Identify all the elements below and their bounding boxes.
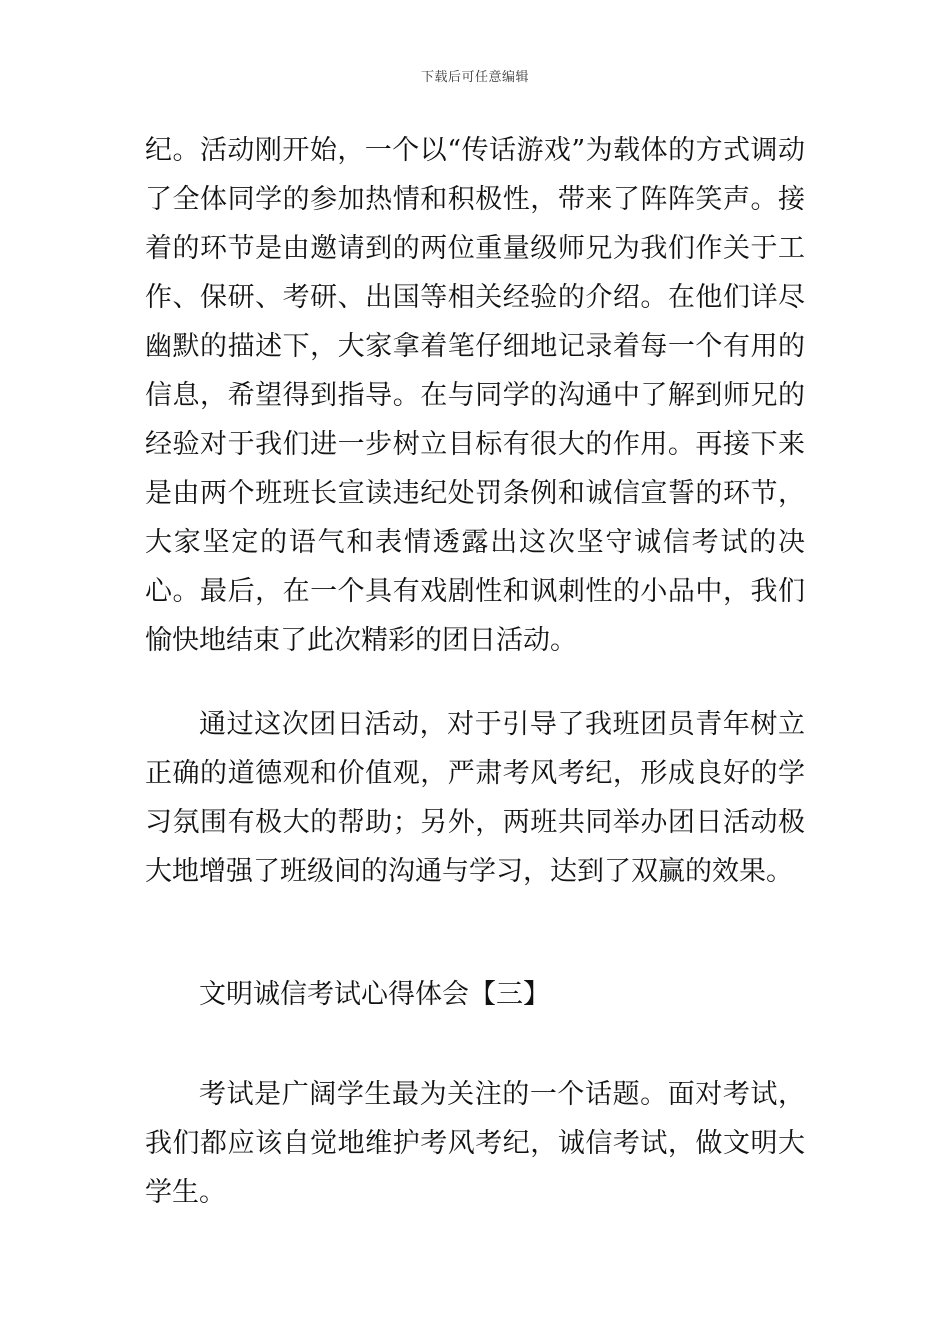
paragraph-continued: 纪。活动刚开始，一个以“传话游戏”为载体的方式调动了全体同学的参加热情和积极性，带来了阵阵笑声。接着的环节是由邀请到的两位重量级师兄为我们作关于工作、保研、考研、出国等相关经验的介绍。在他们详尽幽默的描述下，大家拿着笔仔细地记录着每一个有用的信息，希望得到指导。在与同学的沟通中了解到师兄的经验对于我们进一步树立目标有很大的作用。再接下来是由两个班班长宣读违纪处罚条例和诚信宣誓的环节，大家坚定的语气和表情透露出这次坚守诚信考试的决心。最后，在一个具有戏剧性和讽刺性的小品中，我们愉快地结束了此次精彩的团日活动。 — [145, 135, 805, 656]
paragraph-summary: 通过这次团日活动，对于引导了我班团员青年树立正确的道德观和价值观，严肃考风考纪，形成良好的学习氛围有极大的帮助；另外，两班共同举办团日活动极大地增强了班级间的沟通与学习，达到了双赢的效果。 — [145, 709, 805, 887]
section-heading: 文明诚信考试心得体会【三】 — [199, 979, 550, 1010]
paragraph-intro: 考试是广阔学生最为关注的一个话题。面对考试，我们都应该自觉地维护考风考纪，诚信考试，做文明大学生。 — [145, 1079, 805, 1208]
header-note: 下载后可任意编辑 — [420, 70, 529, 85]
